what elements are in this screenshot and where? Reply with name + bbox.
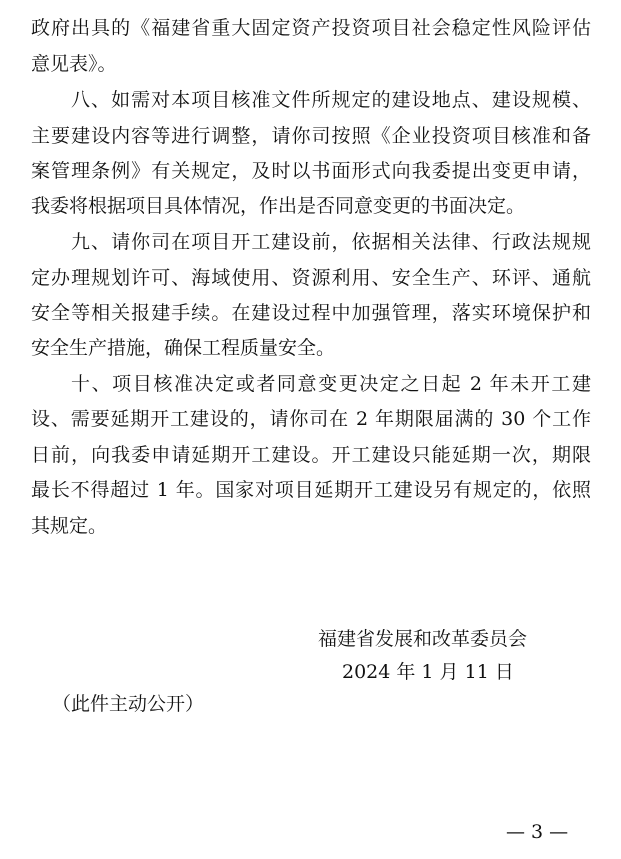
paragraph-line: 设、需要延期开工建设的，请你司在 2 年期限届满的 30 个工作	[31, 408, 591, 430]
paragraph-line: 八、如需对本项目核准文件所规定的建设地点、建设规模、	[71, 89, 591, 111]
paragraph-line: 安全等相关报建手续。在建设过程中加强管理，落实环境保护和	[31, 302, 591, 324]
paragraph-line: 政府出具的《福建省重大固定资产投资项目社会稳定性风险评估	[31, 17, 591, 39]
page-number: — 3 —	[506, 821, 569, 843]
issue-date: 2024 年 1 月 11 日	[342, 661, 514, 683]
disclosure-note: （此件主动公开）	[52, 693, 205, 715]
issuing-organization: 福建省发展和改革委员会	[318, 628, 528, 650]
paragraph-line: 安全生产措施，确保工程质量安全。	[31, 337, 336, 359]
paragraph-line: 日前，向我委申请延期开工建设。开工建设只能延期一次，期限	[31, 444, 591, 466]
paragraph-line: 其规定。	[31, 515, 108, 537]
paragraph-line: 主要建设内容等进行调整，请你司按照《企业投资项目核准和备	[31, 125, 591, 147]
paragraph-line: 意见表》。	[31, 53, 117, 75]
paragraph-line: 我委将根据项目具体情况，作出是否同意变更的书面决定。	[31, 195, 526, 217]
paragraph-line: 最长不得超过 1 年。国家对项目延期开工建设另有规定的，依照	[31, 479, 591, 501]
paragraph-line: 案管理条例》有关规定，及时以书面形式向我委提出变更申请，	[31, 160, 591, 182]
paragraph-line: 九、请你司在项目开工建设前，依据相关法律、行政法规规	[71, 231, 591, 253]
paragraph-line: 定办理规划许可、海域使用、资源利用、安全生产、环评、通航	[31, 267, 591, 289]
paragraph-line: 十、项目核准决定或者同意变更决定之日起 2 年未开工建	[71, 373, 591, 395]
